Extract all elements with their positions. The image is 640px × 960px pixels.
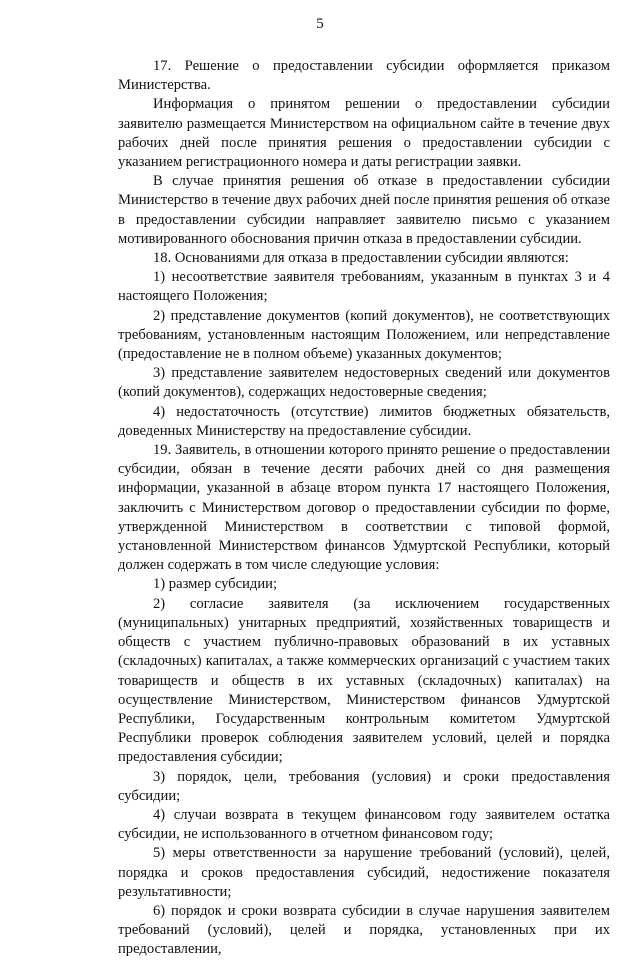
paragraph-18: 18. Основаниями для отказа в предоставлении субсидии являются:: [153, 250, 569, 267]
paragraph-19-item-6: 6) порядок и сроки возврата субсидии в случае нарушения заявителем требований (условий), целей и порядка, установленных при их предоставлении,: [118, 902, 610, 958]
paragraph-19-item-1: 1) размер субсидии;: [153, 576, 277, 593]
paragraph-17-refusal-notice: В случае принятия решения об отказе в предоставлении субсидии Министерство в течение двух рабочих дней после принятия решения об отказе в предоставлении субсидии направляет заявителю письмо с указанием мотивированного обоснования причин отказа в предоставлении субсидии.: [118, 173, 610, 247]
paragraph-19-item-3: 3) порядок, цели, требования (условия) и сроки предоставления субсидии;: [118, 768, 610, 804]
paragraph-18-item-2: 2) представление документов (копий документов), не соответствующих требованиям, установленным настоящим Положением, или непредставление (предоставление не в полном объеме) указанных документов;: [118, 307, 610, 363]
document-body: [118, 57, 610, 960]
paragraph-19-item-5: 5) меры ответственности за нарушение требований (условий), целей, порядка и сроков предоставления субсидий, недостижение показателя результативности;: [118, 845, 610, 900]
paragraph-17-info-publication: Информация о принятом решении о предоставлении субсидии заявителю размещается Министерством на официальном сайте в течение двух рабочих дней после принятия решения о предоставлении субсидии с указанием регистрационного номера и даты регистрации заявки.: [118, 96, 610, 171]
paragraph-18-item-4: 4) недостаточность (отсутствие) лимитов бюджетных обязательств, доведенных Министерству на предоставление субсидии.: [118, 403, 610, 439]
paragraph-19: 19. Заявитель, в отношении которого принято решение о предоставлении субсидии, обязан в течение десяти рабочих дней со дня размещения информации, указанной в абзаце втором пункта 17 настоящего Положения, заключить с Министерством договор о предоставлении субсидии по форме, утвержденной Министерством в соответствии с типовой формой, установленной Министерством финансов Удмуртской Республики, который должен содержать в том числе следующие условия:: [118, 442, 610, 574]
paragraph-18-item-1: 1) несоответствие заявителя требованиям, указанным в пунктах 3 и 4 настоящего Положения;: [118, 269, 610, 305]
paragraph-19-item-2: 2) согласие заявителя (за исключением государственных (муниципальных) унитарных предприятий, хозяйственных товариществ и обществ с участием публично-правовых образований в их уставных (складочных) капиталах, а также коммерческих организаций с участием таких товариществ и обществ в их уставных (складочных) капиталах) на осуществление Министерством, Министерством финансов Удмуртской Республики, Государственным контрольным комитетом Удмуртской Республики проверок соблюдения заявителем условий, целей и порядка предоставления субсидии;: [118, 595, 610, 766]
paragraph-17: 17. Решение о предоставлении субсидии оформляется приказом Министерства.: [118, 58, 610, 94]
paragraph-19-item-4: 4) случаи возврата в текущем финансовом году заявителем остатка субсидии, не использованного в отчетном финансовом году;: [118, 806, 610, 843]
paragraph-18-item-3: 3) представление заявителем недостоверных сведений или документов (копий документов), содержащих недостоверные сведения;: [118, 365, 610, 401]
page-number: 5: [316, 16, 324, 32]
